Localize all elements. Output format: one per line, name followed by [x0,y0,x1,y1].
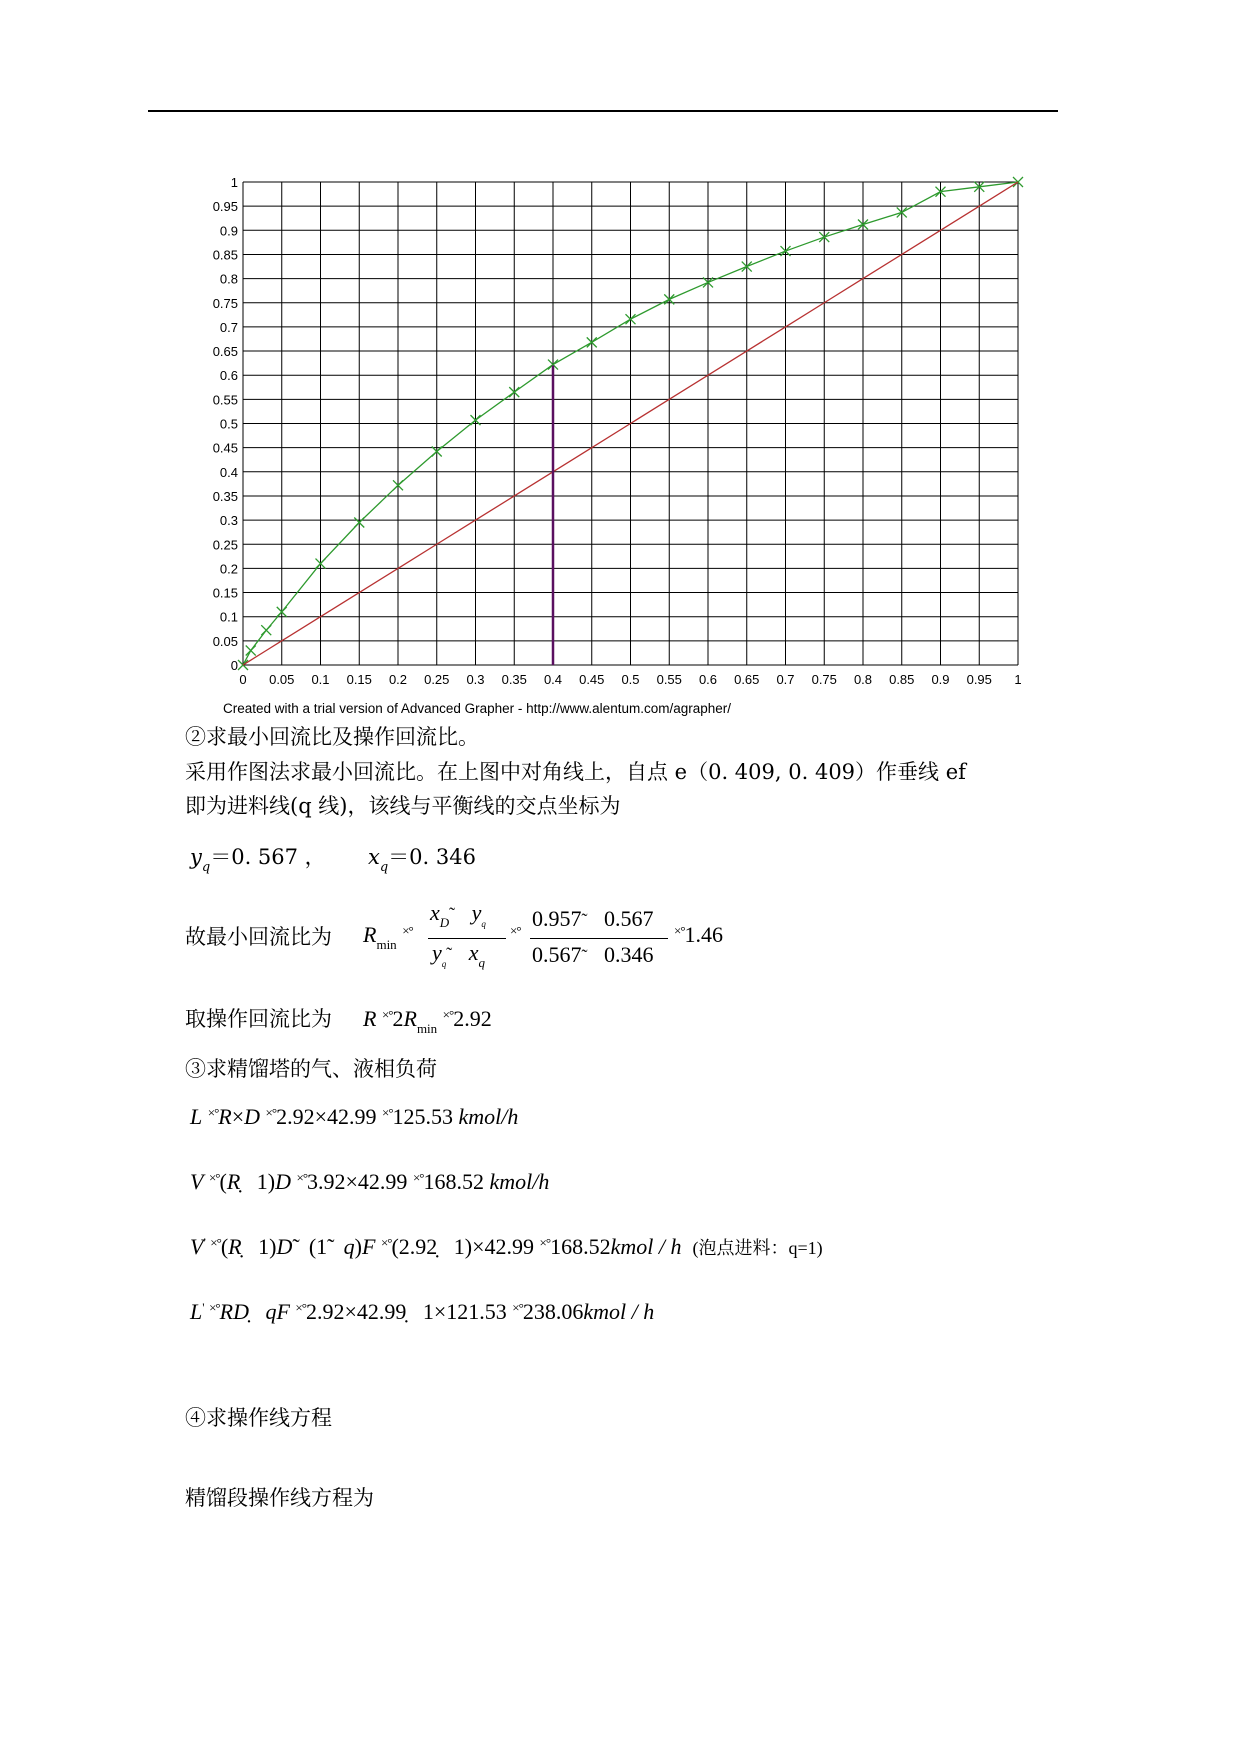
equilibrium-chart [205,165,1055,716]
x-tick-label: 0.75 [811,672,837,687]
rmin-fraction-1-numerator: $x_D˜$ $y_q$ [430,900,486,930]
section-2-heading: ②求最小回流比及操作回流比。 [185,725,479,749]
x-tick-label: 0.25 [424,672,450,687]
equation-V: V ×°(Ṛ 1)D ×°3.92×42.99 ×°168.52 kmol/h [190,1169,550,1194]
rmin-fraction-2-bar [530,938,668,939]
y-tick-label: 0.1 [219,609,238,625]
section-4-line: 精馏段操作线方程为 [185,1486,374,1510]
x-tick-label: 0.95 [966,672,992,687]
y-tick-label: 0.05 [212,633,238,649]
y-tick-label: 0.45 [212,440,238,456]
x-tick-label: 0.85 [889,672,915,687]
x-tick-label: 0.9 [931,672,950,687]
data-point-marker [246,646,256,656]
x-tick-label: 0.2 [388,672,408,687]
rmin-result: ×°1.46 [674,922,724,947]
y-tick-label: 0.25 [212,537,238,553]
header-rule [148,110,1058,112]
rmin-symbol: $R_{min}$ ×° [363,922,413,952]
section-4-heading: ④求操作线方程 [185,1406,332,1430]
y-tick-label: 0.95 [212,199,238,215]
x-tick-label: 0.8 [853,672,873,687]
rmin-den-right: 0.346 [604,942,654,967]
y-tick-label: 0 [230,658,238,673]
x-tick-label: 0.15 [346,672,372,687]
y-tick-label: 0.4 [219,464,238,480]
y-tick-label: 0.55 [212,392,238,408]
x-tick-label: 0.5 [621,672,640,687]
x-tick-label: 0.05 [269,672,295,687]
y-tick-label: 1 [230,175,238,190]
equation-L: L ×°R×D ×°2.92×42.99 ×°125.53 kmol/h [190,1104,519,1129]
section-3-heading: ③求精馏塔的气、液相负荷 [185,1057,437,1081]
y-tick-label: 0.7 [219,319,238,335]
data-point-marker [261,625,271,635]
xq-value: ＝0. 346 [388,845,476,869]
rmin-fraction-1-denominator: $y_q˜$ $x_q$ [432,940,486,970]
xq-equation: $x_q=0$. 346 [368,845,476,875]
x-tick-label: 0.35 [501,672,527,687]
r-result: 2.92 [453,1006,492,1031]
y-tick-label: 0.3 [219,513,238,529]
y-tick-label: 0.85 [212,247,238,263]
x-tick-label: 0.4 [543,672,563,687]
x-tick-label: 0.45 [579,672,605,687]
equation-V-prime: V' ×°(Ṛ 1)D̃ (1̃ q)F ×°(2.92̣ 1)×42.99 ×°168.52kmol / h (泡点进料：q=1) [190,1234,823,1259]
rmin-den-left: 0.567 [532,942,582,967]
y-tick-label: 0.65 [212,344,238,360]
r-equation: R $^{\times^\circ}2R_{min}$ ×°2.92 [363,1006,492,1036]
y-tick-label: 0.75 [212,295,238,311]
yq-equation: $y_q=0$. 567 ， [190,845,326,875]
equation-L-prime: L' ×°RḌ qF ×°2.92×42.99̣ 1×121.53 ×°238.06kmol / h [190,1299,655,1324]
y-tick-label: 0.15 [212,585,238,601]
r-label: 取操作回流比为 [185,1007,332,1031]
x-tick-label: 0.1 [311,672,330,687]
y-tick-label: 0.5 [219,416,238,432]
x-tick-label: 0.65 [734,672,760,687]
bubble-point-note: (泡点进料：q=1) [692,1238,823,1258]
y-tick-label: 0.35 [212,488,238,504]
rmin-fraction-2-denominator: 0.567˜ 0.346 [532,942,654,967]
equals-glyph: ×° [510,923,521,938]
y-tick-label: 0.9 [219,223,238,239]
x-tick-label: 0.55 [656,672,682,687]
section-2-paragraph-line-2: 即为进料线(q 线)，该线与平衡线的交点坐标为 [185,794,621,818]
rmin-label: 故最小回流比为 [185,925,332,949]
x-tick-label: 0.7 [776,672,795,687]
rmin-num-right: 0.567 [604,906,654,931]
section-2-paragraph-line-1: 采用作图法求最小回流比。在上图中对角线上，自点 e（0. 409, 0. 409）作垂线 ef [185,760,966,784]
chart-credit: Created with a trial version of Advanced Grapher - http://www.alentum.com/agrapher/ [223,701,731,716]
rmin-fraction-2-numerator: 0.957˜ 0.567 [532,906,654,931]
yq-value: ＝0. 567 ， [210,845,326,869]
rmin-num-left: 0.957 [532,906,582,931]
x-tick-label: 0.6 [698,672,718,687]
y-tick-label: 0.2 [219,561,238,577]
x-tick-label: 0.3 [466,672,485,687]
x-tick-label: 0 [239,672,247,687]
rmin-fraction-1-bar [428,938,506,939]
y-tick-label: 0.6 [219,368,238,384]
x-tick-label: 1 [1014,672,1022,687]
y-tick-label: 0.8 [219,271,238,287]
